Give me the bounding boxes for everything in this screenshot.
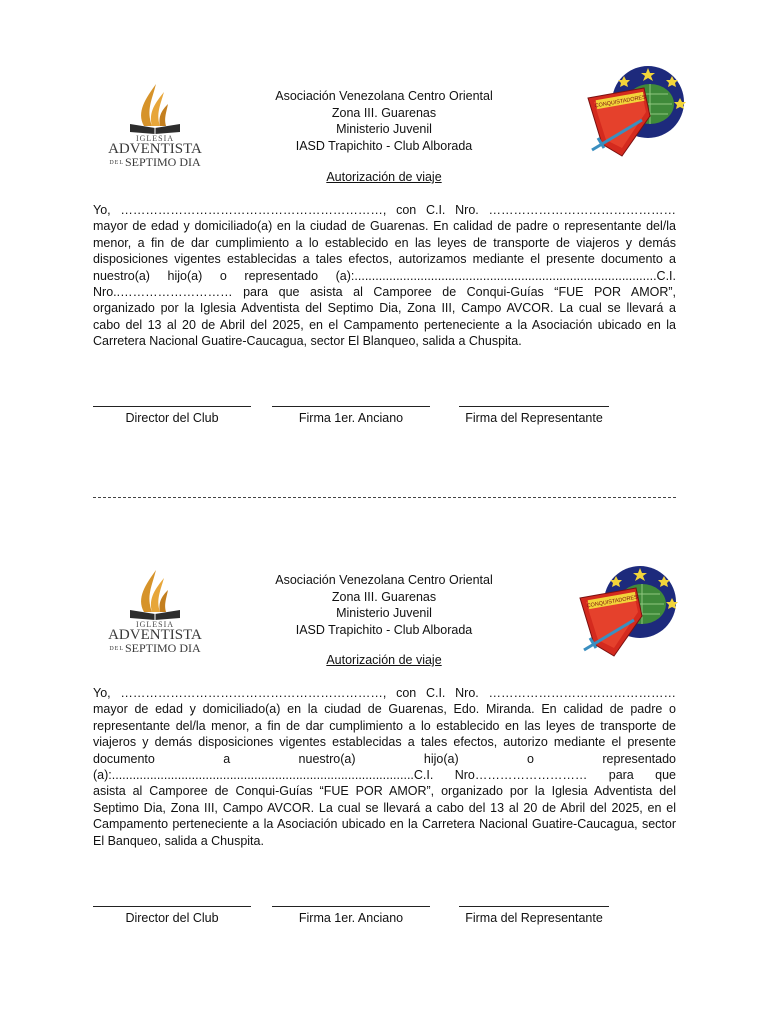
paragraph-line: representante del/la menor, a fin de dar cumplimiento a lo establecido en las leyes de transporte de <box>93 718 676 733</box>
authorization-paragraph <box>93 685 676 849</box>
logo-line-3-small: DEL <box>109 646 124 652</box>
signature-label: Firma 1er. Anciano <box>298 911 404 925</box>
paragraph-line: Nro..……………………… para que asista al Camporee de Conqui-Guías “FUE POR AMOR”, <box>93 284 676 299</box>
signature-label: Director del Club <box>125 911 219 925</box>
signature-director <box>93 906 251 925</box>
paragraph-line: Yo, ………………………………………………………, con C.I. Nro. ……………………………………… <box>93 203 676 217</box>
header-club: IASD Trapichito - Club Alborada <box>295 138 473 153</box>
signature-representante <box>459 906 609 925</box>
signature-label: Firma del Representante <box>465 911 603 925</box>
paragraph-line: cabo del 13 al 20 de Abril del 2025, en el Campamento perteneciente a la Asociación ubicado en la <box>93 317 676 332</box>
authorization-paragraph <box>93 202 676 350</box>
header-club: IASD Trapichito - Club Alborada <box>295 622 473 637</box>
signature-label: Firma 1er. Anciano <box>298 411 404 425</box>
paragraph-line: disposiciones vigentes establecidas a tales efectos, autorizamos mediante el presente documento a <box>93 252 676 267</box>
logo-line-3-main: SEPTIMO DIA <box>125 641 201 655</box>
signature-anciano <box>272 906 430 925</box>
authorization-title: Autorización de viaje <box>326 653 442 667</box>
header-zone: Zona III. Guarenas <box>331 105 437 120</box>
paragraph-line: documento a nuestro(a) hijo(a) o representado <box>93 751 676 766</box>
shield-banner-text: CONQUISTADORES <box>594 94 647 110</box>
header-ministry: Ministerio Juvenil <box>336 122 432 136</box>
logo-line-3 <box>106 642 204 655</box>
paragraph-line: (a):.......................................................................................C.I. Nro……………………… para que <box>93 767 676 782</box>
paragraph-line: mayor de edad y domiciliado(a) en la ciudad de Guarenas. En calidad de padre o representante del/la <box>93 219 676 234</box>
shield-banner-text: CONQUISTADORES <box>586 594 639 610</box>
header-zone: Zona III. Guarenas <box>331 589 437 604</box>
conquistadores-shield <box>576 564 680 658</box>
signature-line <box>272 406 430 407</box>
logo-line-3 <box>106 156 204 169</box>
shield-emblem-icon <box>584 64 688 158</box>
signature-anciano <box>272 406 430 425</box>
header-block <box>248 88 520 154</box>
header-association: Asociación Venezolana Centro Oriental <box>275 573 493 587</box>
header-block <box>248 572 520 638</box>
flame-book-icon <box>106 558 204 620</box>
flame-book-icon <box>106 72 204 134</box>
logo-line-3-main: SEPTIMO DIA <box>125 155 201 169</box>
conquistadores-shield <box>584 64 688 158</box>
paragraph-line: asista al Camporee de Conqui-Guías “FUE POR AMOR”, organizado por la Iglesia Adventista del <box>93 784 676 799</box>
signature-line <box>93 406 251 407</box>
authorization-form-1 <box>0 0 768 500</box>
adventist-logo <box>106 72 204 169</box>
paragraph-line: Campamento perteneciente a la Asociación ubicado en la Carretera Nacional Guatire-Caucagua, sector <box>93 817 676 832</box>
signature-line <box>93 906 251 907</box>
adventist-logo <box>106 558 204 655</box>
paragraph-line: mayor de edad y domiciliado(a) en la ciudad de Guarenas, Edo. Miranda. En calidad de padre o <box>93 702 676 717</box>
signature-label: Firma del Representante <box>465 411 603 425</box>
signature-label: Director del Club <box>125 411 219 425</box>
signature-line <box>459 906 609 907</box>
paragraph-line: Septimo Dia, Zona III, Campo AVCOR. La cual se llevará a cabo del 13 al 20 de Abril del 2025, en el <box>93 800 676 815</box>
logo-line-1: IGLESIA <box>135 620 175 629</box>
logo-line-1: IGLESIA <box>135 134 175 143</box>
signature-director <box>93 406 251 425</box>
header-ministry: Ministerio Juvenil <box>336 606 432 620</box>
paragraph-line: El Banqueo, salida a Chuspita. <box>93 833 264 848</box>
signature-line <box>459 406 609 407</box>
logo-line-2: ADVENTISTA <box>108 627 202 643</box>
cut-line <box>93 497 676 498</box>
logo-line-3-small: DEL <box>109 160 124 166</box>
signature-representante <box>459 406 609 425</box>
header-association: Asociación Venezolana Centro Oriental <box>275 89 493 103</box>
paragraph-line: Carretera Nacional Guatire-Caucagua, sector El Blanqueo, salida a Chuspita. <box>93 334 522 349</box>
paragraph-line: viajeros y demás disposiciones vigentes establecidas a tales efectos, autorizo mediante el presente <box>93 735 676 750</box>
paragraph-line: Yo, ………………………………………………………, con C.I. Nro. ……………………………………… <box>93 686 676 700</box>
shield-emblem-icon <box>576 564 680 658</box>
paragraph-line: organizado por la Iglesia Adventista del Septimo Dia, Zona III, Campo AVCOR. La cual se llevará a <box>93 301 676 316</box>
paragraph-line: menor, a fin de dar cumplimiento a lo establecido en las leyes de transporte de viajeros y demás <box>93 235 676 250</box>
signature-line <box>272 906 430 907</box>
paragraph-line: nuestro(a) hijo(a) o representado (a):.......................................................................................C.I. <box>93 268 676 283</box>
authorization-form-2 <box>0 500 768 1024</box>
logo-line-2: ADVENTISTA <box>108 141 202 157</box>
authorization-title: Autorización de viaje <box>326 170 442 184</box>
